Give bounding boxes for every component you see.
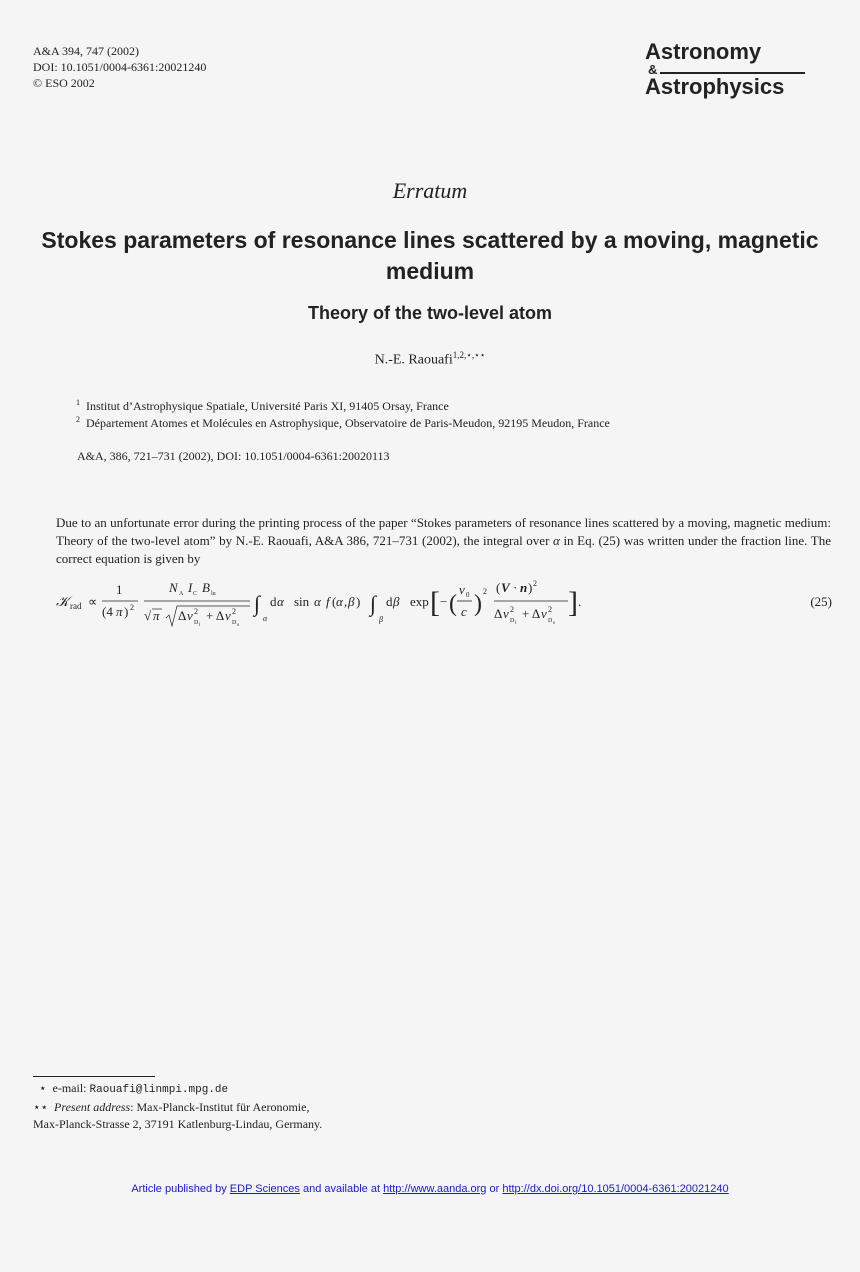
svg-text:(4: (4 [102,604,113,619]
svg-text:ν: ν [541,606,547,621]
journal-logo-line2: Astrophysics [645,74,785,99]
svg-text:𝒦: 𝒦 [56,594,70,610]
author [0,350,860,369]
svg-text:I: I [188,580,193,595]
svg-text:]: ] [568,586,578,619]
affiliation-1 [76,398,449,414]
journal-logo-rule [660,72,805,74]
doi-link[interactable]: http://dx.doi.org/10.1051/0004-6361:20021240 [502,1183,729,1195]
svg-text:(: ( [449,591,457,617]
svg-text:√: √ [144,608,152,623]
svg-text:D: D [232,620,237,626]
svg-text:β: β [379,615,383,624]
svg-text:): ) [528,580,533,595]
svg-text:α: α [277,594,284,609]
journal-logo [645,40,784,99]
svg-text:ν: ν [503,606,509,621]
svg-text:π: π [116,604,123,619]
svg-text:+ Δ: + Δ [522,606,541,621]
svg-text:s: s [237,623,239,628]
svg-text:d: d [270,594,277,609]
affiliation-number: 1 [76,398,80,407]
section-label: Erratum [392,178,468,203]
affiliation-text: Département Atomes et Molécules en Astrophysique, Observatoire de Paris-Meudon, 92195 Meudon, France [86,416,610,430]
svg-text:α: α [336,594,343,609]
address-line1: : Max-Planck-Institut für Aeronomie, [130,1100,310,1114]
svg-text:C: C [193,591,198,597]
svg-text:): ) [124,604,129,619]
doi: DOI: 10.1051/0004-6361:20021240 [33,60,207,74]
svg-text:s: s [553,621,555,626]
publication-text: and available at [299,1183,384,1195]
footnote-divider [33,1076,155,1077]
svg-text:V: V [501,580,510,595]
body-text-part1: Due to an unfortunate error during the printing process of the paper “Stokes parameters of resonance lines scattered by a moving, magnetic medium: Theory of the two-level atom” by N.-E. Raouafi, A&A 386, 721–731 (2002), the integral over [56,515,831,548]
svg-text:∫: ∫ [254,591,261,616]
publication-notice [0,1183,860,1195]
footnote-address [33,1099,322,1116]
svg-text:rad: rad [70,601,82,611]
affiliation-2 [76,415,610,431]
svg-text:β: β [393,594,400,609]
svg-text:n: n [520,580,528,595]
svg-text:f: f [326,594,330,609]
equation-formula [56,578,776,638]
svg-text:1: 1 [116,582,123,597]
body-text-part2: in Eq. (25) was written under the fraction line. The correct equation is given by [56,533,831,566]
svg-text:l: l [515,621,517,626]
edp-sciences-link[interactable]: EDP Sciences [229,1183,300,1195]
svg-text:2: 2 [533,579,537,588]
publication-text: Article published by [131,1183,230,1195]
svg-text:ν: ν [225,608,231,623]
copyright: © ESO 2002 [33,76,95,90]
svg-text:): ) [474,591,482,617]
equation-25 [56,578,832,638]
svg-text:d: d [386,594,393,609]
svg-text:2: 2 [483,587,487,596]
svg-text:∫: ∫ [370,591,377,616]
svg-text:β: β [348,594,355,609]
svg-text:ν: ν [187,608,193,623]
svg-text:sin: sin [294,594,310,609]
svg-text:2: 2 [510,605,514,614]
journal-logo-amp: & [648,62,658,77]
svg-text:·: · [513,580,518,595]
footnote-address-line2: Max-Planck-Strasse 2, 37191 Katlenburg-Lindau, Germany. [33,1117,323,1131]
svg-text:D: D [510,618,515,624]
svg-text:α: α [263,614,268,623]
publication-text: or [486,1183,503,1195]
svg-text:v: v [459,582,465,597]
svg-text:): ) [356,594,361,609]
aanda-link[interactable]: http://www.aanda.org [383,1183,487,1195]
svg-text:Δ: Δ [178,608,187,623]
svg-text:A: A [179,591,184,597]
svg-text:.: . [578,594,582,609]
svg-text:2: 2 [194,607,198,616]
author-marks: 1,2,⋆,⋆⋆ [452,350,486,360]
email-label: e-mail: [52,1081,87,1095]
header-citation-block [33,43,206,91]
svg-text:N: N [169,580,178,595]
svg-text:∝: ∝ [88,594,98,609]
footnotes [33,1080,322,1133]
svg-text:D: D [194,620,199,626]
svg-text:(: ( [332,594,337,609]
citation: A&A 394, 747 (2002) [33,44,139,58]
affiliation-text: Institut d’Astrophysique Spatiale, Université Paris XI, 91405 Orsay, France [86,399,449,413]
svg-text:[: [ [430,586,440,619]
svg-text:2: 2 [232,607,236,616]
email-address[interactable]: Raouafi@linmpi.mpg.de [89,1084,229,1096]
body-paragraph [56,514,831,568]
svg-text:Δ: Δ [494,606,503,621]
svg-text:α: α [314,594,321,609]
svg-text:+ Δ: + Δ [206,608,225,623]
equation-number: (25) [810,594,832,609]
author-name: N.-E. Raouafi [374,352,453,368]
affiliation-number: 2 [76,415,80,424]
svg-text:lu: lu [211,591,216,597]
article-title: Stokes parameters of resonance lines scattered by a moving, magnetic medium [41,227,819,284]
svg-text:B: B [202,580,210,595]
svg-text:2: 2 [130,603,134,612]
svg-text:c: c [461,604,467,619]
footnote-mark: ⋆⋆ [33,1100,49,1114]
journal-logo-line1: Astronomy [645,39,762,64]
svg-text:(: ( [496,580,501,595]
svg-text:,: , [344,594,348,609]
original-reference: A&A, 386, 721–731 (2002), DOI: 10.1051/0004-6361:20020113 [77,449,390,463]
svg-text:0: 0 [466,591,470,599]
svg-text:π: π [153,608,160,623]
svg-text:exp: exp [410,594,429,609]
article-subtitle: Theory of the two-level atom [307,303,553,323]
svg-text:D: D [548,618,553,624]
alpha-symbol: α [553,533,560,548]
svg-text:−: − [440,594,448,609]
footnote-mark: ⋆ [39,1081,47,1095]
svg-text:2: 2 [548,605,552,614]
svg-text:l: l [199,623,201,628]
address-label: Present address [54,1100,131,1114]
footnote-email [33,1080,322,1099]
